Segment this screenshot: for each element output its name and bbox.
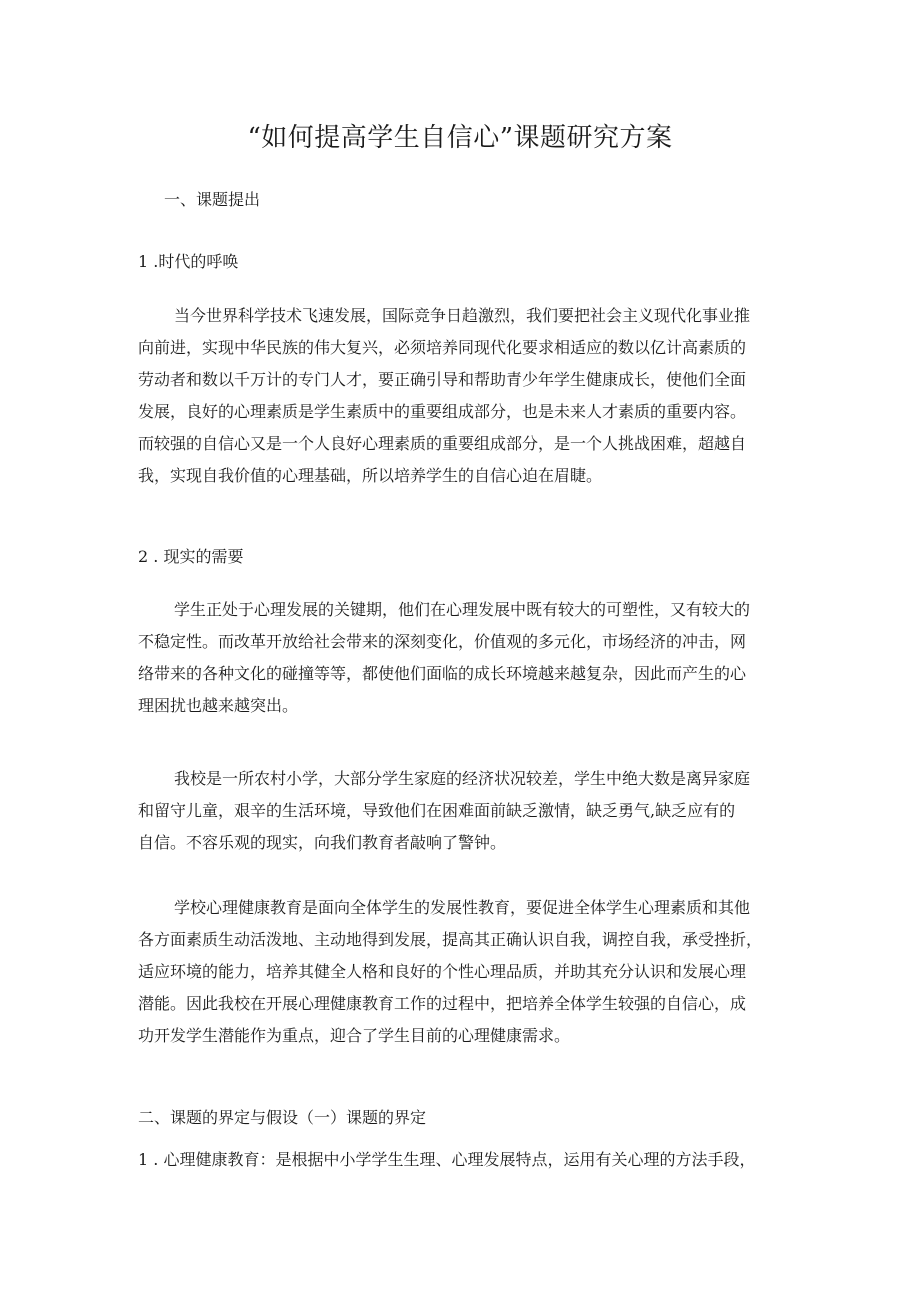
paragraph-line: 而较强的自信心又是一个人良好心理素质的重要组成部分，是一个人挑战困难，超越自: [138, 434, 747, 453]
paragraph-line: 络带来的各种文化的碰撞等等，都使他们面临的成长环境越来越复杂，因此而产生的心: [138, 664, 747, 683]
paragraph-line: 劳动者和数以千万计的专门人才，要正确引导和帮助青少年学生健康成长，使他们全面: [138, 370, 747, 389]
paragraph-2: [138, 594, 798, 722]
paragraph-line: 我校是一所农村小学，大部分学生家庭的经济状况较差，学生中绝大数是离异家庭: [174, 769, 751, 788]
paragraph-line: 自信。不容乐观的现实，向我们教育者敲响了警钟。: [138, 833, 507, 852]
subheading-1: 1 .时代的呼唤: [138, 252, 239, 271]
subheading-2: 2 . 现实的需要: [138, 547, 244, 566]
paragraph-1: [138, 300, 798, 492]
paragraph-line: 各方面素质生动活泼地、主动地得到发展，提高其正确认识自我，调控自我，承受挫折，: [138, 930, 763, 949]
paragraph-line: 当今世界科学技术飞速发展，国际竞争日趋激烈，我们要把社会主义现代化事业推: [174, 306, 751, 325]
paragraph-line: 学校心理健康教育是面向全体学生的发展性教育，要促进全体学生心理素质和其他: [174, 898, 751, 917]
paragraph-3: [138, 763, 798, 859]
section-heading-1: 一、课题提出: [164, 190, 261, 209]
paragraph-line: 学生正处于心理发展的关键期，他们在心理发展中既有较大的可塑性，又有较大的: [174, 600, 751, 619]
paragraph-line: 和留守儿童，艰辛的生活环境，导致他们在困难面前缺乏激情，缺乏勇气,缺乏应有的: [138, 801, 736, 820]
document-title: “如何提高学生自信心”课题研究方案: [247, 123, 673, 153]
paragraph-line: 潜能。因此我校在开展心理健康教育工作的过程中，把培养全体学生较强的自信心，成: [138, 994, 747, 1013]
paragraph-line: 适应环境的能力，培养其健全人格和良好的个性心理品质，并助其充分认识和发展心理: [138, 962, 747, 981]
section-heading-2: 二、课题的界定与假设（一）课题的界定: [138, 1108, 427, 1127]
paragraph-4: [138, 892, 798, 1052]
paragraph-line: 我，实现自我价值的心理基础，所以培养学生的自信心迫在眉睫。: [138, 466, 603, 485]
paragraph-line: 不稳定性。而改革开放给社会带来的深刻变化，价值观的多元化，市场经济的冲击，网: [138, 632, 747, 651]
paragraph-line: 发展，良好的心理素质是学生素质中的重要组成部分，也是未来人才素质的重要内容。: [138, 402, 747, 421]
paragraph-line: 向前进，实现中华民族的伟大复兴，必须培养同现代化要求相适应的数以亿计高素质的: [138, 338, 747, 357]
definition-item-1: 1 . 心理健康教育：是根据中小学学生生理、心理发展特点，运用有关心理的方法手段，: [138, 1150, 756, 1169]
paragraph-line: 功开发学生潜能作为重点，迎合了学生目前的心理健康需求。: [138, 1026, 571, 1045]
paragraph-line: 理困扰也越来越突出。: [138, 696, 299, 715]
